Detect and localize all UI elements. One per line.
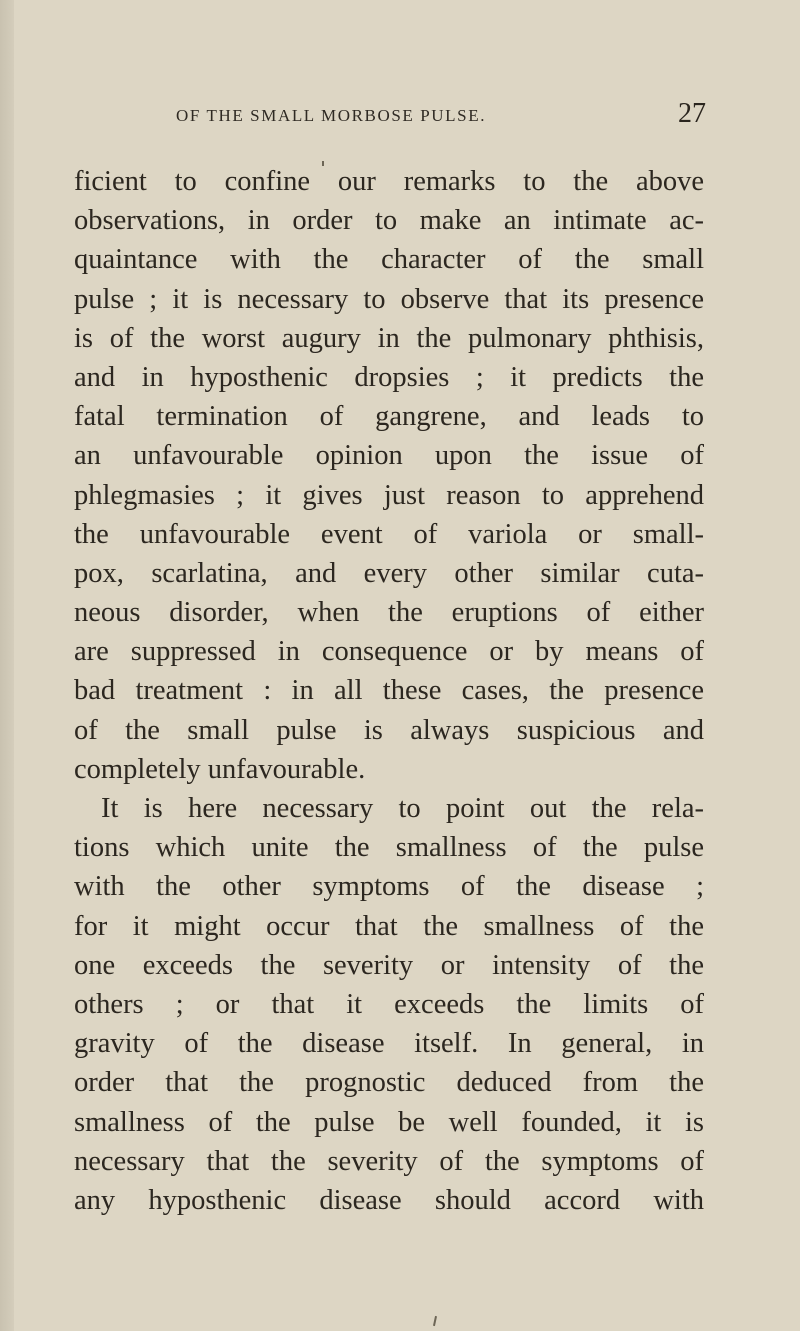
text-line: phlegmasies ; it gives just reason to apprehend: [74, 479, 704, 511]
text-line: quaintance with the character of the small: [74, 244, 704, 276]
text-line: bad treatment : in all these cases, the presence: [74, 675, 704, 707]
text-line: others ; or that it exceeds the limits of: [74, 988, 704, 1020]
text-line: tions which unite the smallness of the pulse: [74, 832, 704, 864]
page-number: 27: [678, 98, 706, 129]
text-line: completely unfavourable.: [74, 753, 366, 785]
running-head: [176, 98, 706, 138]
paragraph-1: [74, 162, 704, 789]
text-line: is of the worst augury in the pulmonary phthisis,: [74, 322, 704, 354]
text-line: gravity of the disease itself. In general, in: [74, 1028, 704, 1060]
text-line: of the small pulse is always suspicious and: [74, 714, 704, 746]
text-line: the unfavourable event of variola or small-: [74, 518, 704, 550]
scan-speck: [433, 1316, 437, 1326]
text-line: It is here necessary to point out the rela-: [101, 793, 704, 824]
text-line: observations, in order to make an intimate ac-: [74, 205, 704, 237]
text-line: necessary that the severity of the symptoms of: [74, 1145, 704, 1177]
text-line: for it might occur that the smallness of the: [74, 910, 704, 942]
text-line: pulse ; it is necessary to observe that its presence: [74, 283, 704, 315]
text-line: one exceeds the severity or intensity of the: [74, 949, 704, 981]
scan-edge: [0, 0, 14, 1331]
text-line: smallness of the pulse be well founded, it is: [74, 1106, 704, 1138]
text-line: ficient to confine our remarks to the above: [74, 166, 704, 197]
text-line: order that the prognostic deduced from the: [74, 1067, 704, 1099]
paragraph-2: [74, 789, 704, 1220]
body-text: [74, 162, 704, 1220]
text-line: with the other symptoms of the disease ;: [74, 871, 704, 903]
scan-speck: [322, 161, 324, 166]
text-line: any hyposthenic disease should accord with: [74, 1184, 704, 1216]
text-line: are suppressed in consequence or by means of: [74, 636, 704, 668]
text-line: fatal termination of gangrene, and leads to: [74, 401, 704, 433]
text-line: pox, scarlatina, and every other similar cuta-: [74, 557, 704, 589]
text-line: an unfavourable opinion upon the issue of: [74, 440, 704, 472]
book-page: [14, 0, 800, 1331]
text-line: and in hyposthenic dropsies ; it predicts the: [74, 361, 704, 393]
text-line: neous disorder, when the eruptions of either: [74, 597, 704, 629]
running-title: OF THE SMALL MORBOSE PULSE.: [176, 106, 487, 125]
